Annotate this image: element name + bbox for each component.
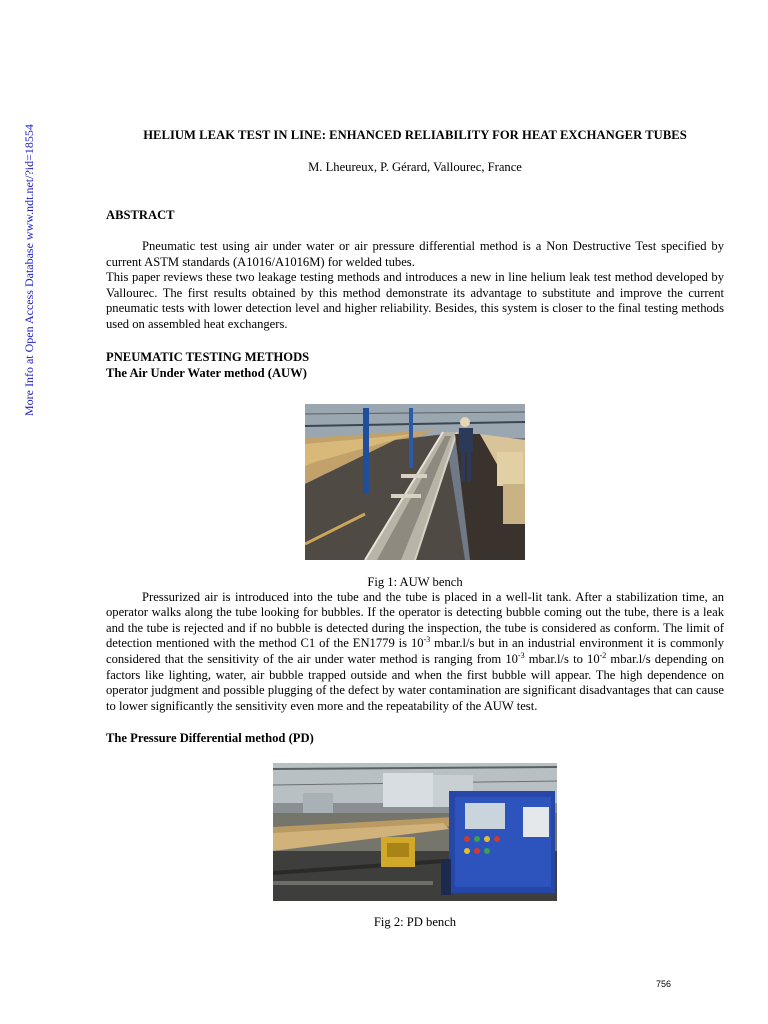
auw-bench-photo — [305, 404, 525, 560]
paper-title: HELIUM LEAK TEST IN LINE: ENHANCED RELIABILITY FOR HEAT EXCHANGER TUBES — [143, 128, 687, 142]
open-access-database-link[interactable]: More Info at Open Access Database www.ndt.net/?id=18554 — [22, 124, 36, 416]
auw-text-part-3: mbar.l/s to 10 — [524, 651, 600, 666]
figure-2-caption: Fig 2: PD bench — [373, 915, 457, 930]
auw-exponent-3: -2 — [599, 650, 607, 660]
pd-bench-photo — [273, 763, 557, 901]
pd-bench-illustration — [273, 763, 557, 901]
abstract-heading: ABSTRACT — [106, 208, 175, 222]
page-number: 756 — [656, 979, 672, 989]
pneumatic-section — [106, 349, 724, 381]
auw-description-paragraph — [106, 590, 724, 715]
auw-exponent-2: -3 — [517, 650, 525, 660]
abstract-body — [106, 239, 724, 333]
auw-text-part-1: Pressurized air is introduced into the tube and the tube is placed in a well-lit tank. After a stabilization time, an operator walks along the tube looking for bubbles. If the operator is detecting bubble coming out the tube, there is a leak and the tube is rejected and if no bubble is detected during the inspection, the tube is considered as conform. The limit of detection mentioned with the method C1 of the EN1779 is 10 — [106, 589, 724, 651]
pneumatic-testing-heading: PNEUMATIC TESTING METHODS — [106, 349, 310, 364]
abstract-paragraph-1: Pneumatic test using air under water or air pressure differential method is a Non Destructive Test specified by current ASTM standards (A1016/A1016M) for welded tubes. — [106, 239, 724, 269]
figure-1-caption: Fig 1: AUW bench — [367, 574, 463, 589]
pd-heading: The Pressure Differential method (PD) — [106, 731, 314, 746]
auw-exponent-1: -3 — [423, 635, 431, 645]
auw-heading: The Air Under Water method (AUW) — [106, 365, 307, 380]
abstract-paragraph-2: This paper reviews these two leakage testing methods and introduces a new in line helium leak test method developed by Vallourec. The first results obtained by this method demonstrate its advantage to substitute and improve the current pneumatic tests with lower detection level and higher reliability. Besides, this system is closer to the final testing methods used on assembled heat exchangers. — [106, 270, 724, 331]
auw-text-part-4: mbar.l/s depending on factors like lighting, water, air bubble trapped outside and when the first bubble will appear. The high dependence on operator judgment and possible plugging of the defect by water contamination are significant disadvantages that can cause to lower significantly the sensitivity even more and the repeatability of the AUW test. — [106, 651, 724, 713]
auw-text-part-2: mbar.l/s but in an industrial environment it is commonly considered that the sensitivity of the air under water method is ranging from 10 — [106, 636, 724, 666]
paper-authors: M. Lheureux, P. Gérard, Vallourec, France — [308, 160, 522, 174]
auw-bench-illustration — [305, 404, 525, 560]
paper-page — [106, 127, 724, 930]
